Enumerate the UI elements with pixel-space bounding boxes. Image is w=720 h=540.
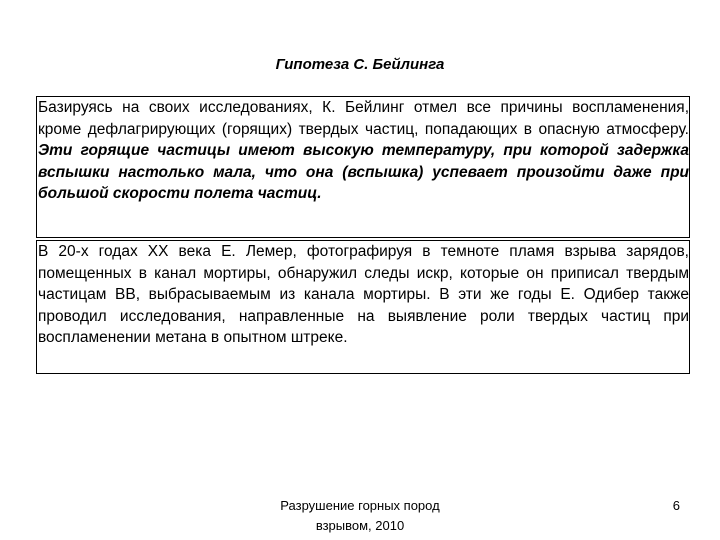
paragraph-1-emphasis-text: Эти горящие частицы имеют высокую температуру, при которой задержка вспышки настолько мала, что она (вспышка) успевает произойти даже при большой скорости полета частиц. xyxy=(38,142,689,202)
page-number: 6 xyxy=(672,498,680,513)
slide-title: Гипотеза С. Бейлинга xyxy=(275,56,445,73)
paragraph-lemer-odiber: В 20-х годах ХХ века Е. Лемер, фотографируя в темноте пламя взрыва зарядов, помещенных в канал мортиры, обнаружил следы искр, которые он приписал твердым частицам ВВ, выбрасываемым из канала мортиры. В эти же годы Е. Одибер также проводил исследования, направленные на выявление роли твердых частиц при воспламенении метана в опытном штреке. xyxy=(36,240,690,374)
footer-caption-line-1: Разрушение горных пород xyxy=(280,498,440,513)
paragraph-beyling-hypothesis xyxy=(36,96,690,238)
paragraph-1-plain-text: Базируясь на своих исследованиях, К. Бейлинг отмел все причины воспламенения, кроме дефлагрирующих (горящих) твердых частиц, попадающих в опасную атмосферу. xyxy=(38,99,689,138)
footer-caption-line-2: взрывом, 2010 xyxy=(315,518,405,533)
footer-caption xyxy=(240,496,480,536)
